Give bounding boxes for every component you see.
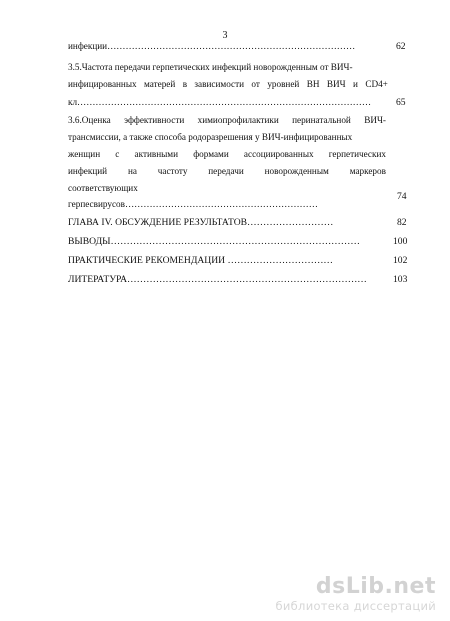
toc-page-number: 62 xyxy=(396,41,406,52)
word: на xyxy=(127,166,137,176)
word: перинатальной xyxy=(292,115,351,125)
word: в xyxy=(182,79,188,89)
toc-entry-text-justified xyxy=(68,78,388,91)
word: ассоциированных xyxy=(243,149,314,159)
watermark-subtitle: библиотека диссертаций xyxy=(275,599,436,613)
watermark xyxy=(275,575,436,613)
word: инфекций xyxy=(68,166,108,176)
toc-entry-text: ГЛАВА IV. ОБСУЖДЕНИЕ РЕЗУЛЬТАТОВ……………………… xyxy=(68,217,334,228)
word: новорожденным xyxy=(264,166,329,176)
word: частоту xyxy=(157,166,188,176)
word: ВИЧ xyxy=(326,79,346,89)
word: герпетических xyxy=(328,149,386,159)
toc-entry-text: инфекции……………………………………………………………………… xyxy=(68,41,356,51)
word: зависимости xyxy=(194,79,245,89)
toc-entry-text: ВЫВОДЫ…………………………………………………………………… xyxy=(68,236,360,247)
word: матерей xyxy=(144,79,176,89)
toc-page-number: 102 xyxy=(393,255,408,266)
toc-entry-text-justified xyxy=(68,114,386,127)
toc-entry-text: ПРАКТИЧЕСКИЕ РЕКОМЕНДАЦИИ …………………………… xyxy=(68,255,334,266)
word: передачи xyxy=(208,166,244,176)
toc-entry-text-justified xyxy=(68,148,386,161)
word: 3.6.Оценка xyxy=(68,115,111,125)
toc-entry-text: 3.5.Частота передачи герпетических инфекций новорожденным от ВИЧ- xyxy=(68,62,353,72)
word: инфицированных xyxy=(68,79,137,89)
word: маркеров xyxy=(349,166,386,176)
word: эффективности xyxy=(124,115,185,125)
toc-page-number: 65 xyxy=(396,97,406,108)
word: ВН xyxy=(306,79,320,89)
toc-page-number: 100 xyxy=(393,236,408,247)
word: активными xyxy=(134,149,179,159)
word: химиопрофилактики xyxy=(197,115,279,125)
word: женщин xyxy=(68,149,101,159)
toc-page-number: 74 xyxy=(397,191,407,202)
toc-entry-text: соответствующих xyxy=(68,183,138,193)
word: и xyxy=(353,79,358,89)
word: ВИЧ- xyxy=(364,115,386,125)
word: от xyxy=(251,79,260,89)
toc-page-number: 103 xyxy=(393,274,408,285)
toc-entry-text: кл…………………………………………………………………………………… xyxy=(68,97,372,107)
toc-page-number: 82 xyxy=(397,217,407,228)
toc-entry-text: ЛИТЕРАТУРА………………………………………………………………… xyxy=(68,274,367,285)
word: CD4+ xyxy=(365,79,388,89)
watermark-logo: dsLib.net xyxy=(315,574,436,599)
word: уровней xyxy=(267,79,300,89)
toc-entry-text-justified xyxy=(68,165,386,178)
word: формами xyxy=(193,149,229,159)
toc-entry-text: трансмиссии, а также способа родоразрешения у ВИЧ-инфицированных xyxy=(68,132,353,142)
page-number: 3 xyxy=(222,30,228,41)
word: с xyxy=(115,149,120,159)
toc-entry-text: герпесвирусов……………………………………………………… xyxy=(68,199,318,209)
